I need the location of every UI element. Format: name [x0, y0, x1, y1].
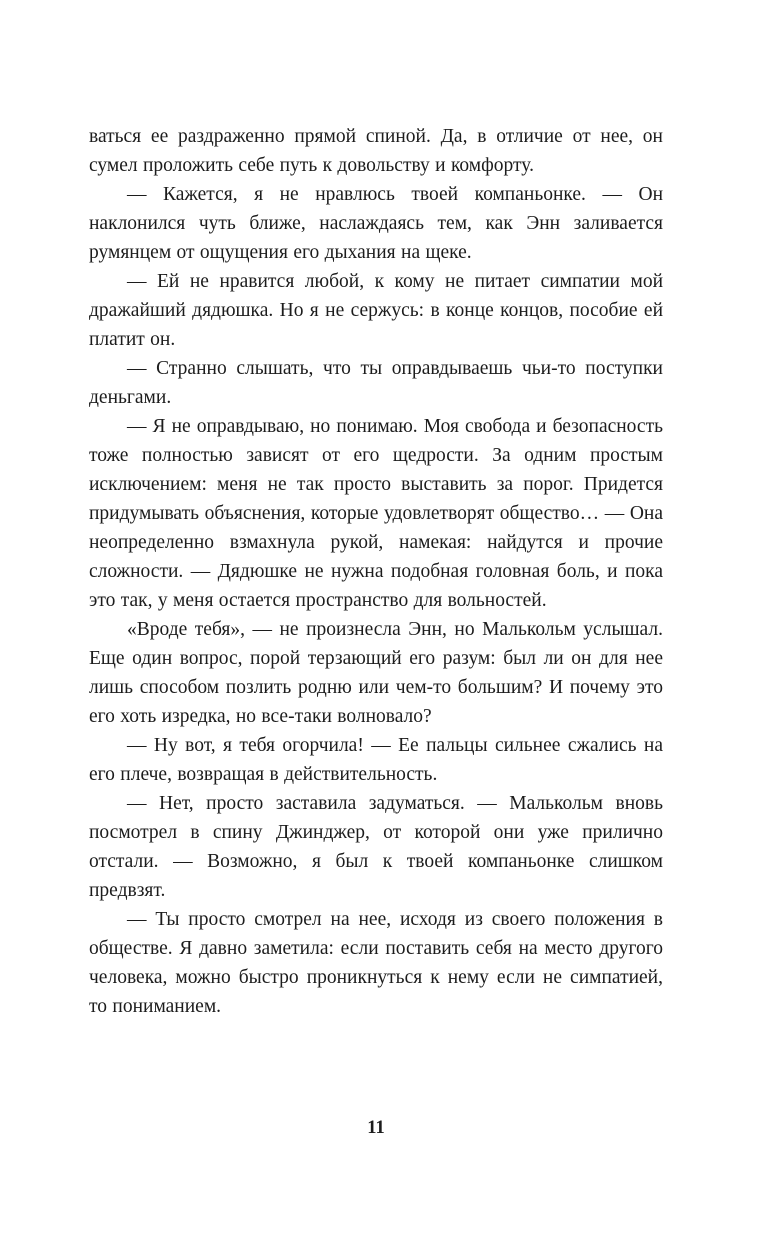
paragraph-dialogue-4: — Я не оправдываю, но понимаю. Моя свобода и безопасность тоже полностью зависят от его щедрости. За одним простым исключением: меня не так просто выставить за порог. Придется придумывать объяснения, которые удовлетворят общество… — Она неопределенно взмахнула рукой, намекая: найдутся и прочие сложности. — Дядюшке не нужна подобная головная боль, и пока это так, у меня остается пространство для вольностей.	[89, 416, 663, 611]
paragraph-continuation: ваться ее раздраженно прямой спиной. Да, в отличие от нее, он сумел проложить себе путь к довольству и комфорту.	[89, 126, 663, 176]
page-number: 11	[367, 1118, 385, 1138]
paragraph-narration: «Вроде тебя», — не произнесла Энн, но Малькольм услышал. Еще один вопрос, порой терзающий его разум: был ли он для нее лишь способом позлить родню или чем-то большим? И почему это его хоть изредка, но все-таки волновало?	[89, 619, 663, 727]
paragraph-dialogue-3: — Странно слышать, что ты оправдываешь чьи-то поступки деньгами.	[89, 358, 663, 408]
paragraph-dialogue-2: — Ей не нравится любой, к кому не питает симпатии мой дражайший дядюшка. Но я не сержусь: в конце концов, пособие ей платит он.	[89, 271, 663, 350]
paragraph-dialogue-7: — Ты просто смотрел на нее, исходя из своего положения в обществе. Я давно заметила: если поставить себя на место другого человека, можно быстро проникнуться к нему если не симпатией, то пониманием.	[89, 909, 663, 1017]
paragraph-dialogue-1: — Кажется, я не нравлюсь твоей компаньонке. — Он наклонился чуть ближе, наслаждаясь тем, как Энн заливается румянцем от ощущения его дыхания на щеке.	[89, 184, 663, 263]
paragraph-dialogue-6: — Нет, просто заставила задуматься. — Малькольм вновь посмотрел в спину Джинджер, от которой они уже прилично отстали. — Возможно, я был к твоей компаньонке слишком предвзят.	[89, 793, 663, 901]
text-block	[89, 122, 663, 1021]
paragraph-dialogue-5: — Ну вот, я тебя огорчила! — Ее пальцы сильнее сжались на его плече, возвращая в действительность.	[89, 735, 663, 785]
